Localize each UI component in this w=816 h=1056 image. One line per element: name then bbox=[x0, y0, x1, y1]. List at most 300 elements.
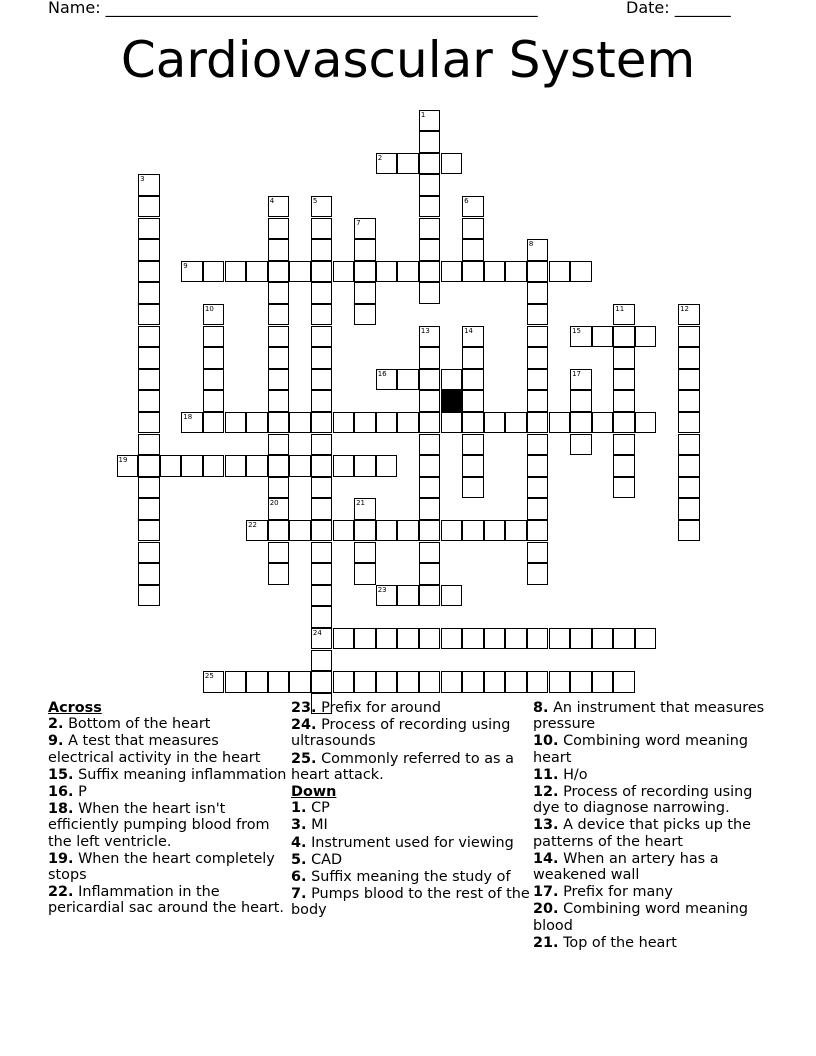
grid-cell[interactable] bbox=[484, 412, 506, 434]
clue-item bbox=[48, 733, 288, 765]
grid-cell[interactable] bbox=[203, 261, 225, 283]
clue-text: Bottom of the heart bbox=[68, 716, 211, 733]
grid-cell[interactable] bbox=[419, 369, 441, 391]
clue-item bbox=[533, 901, 773, 933]
grid-cell[interactable] bbox=[311, 477, 333, 499]
grid-cell[interactable] bbox=[289, 455, 311, 477]
clue-item bbox=[48, 801, 288, 850]
grid-cell[interactable] bbox=[333, 261, 355, 283]
grid-cell[interactable] bbox=[441, 261, 463, 283]
grid-cell[interactable] bbox=[138, 304, 160, 326]
grid-cell[interactable] bbox=[462, 218, 484, 240]
grid-cell[interactable] bbox=[678, 326, 700, 348]
grid-cell[interactable] bbox=[138, 477, 160, 499]
grid-cell[interactable] bbox=[484, 520, 506, 542]
grid-cell[interactable] bbox=[268, 542, 290, 564]
grid-cell[interactable] bbox=[203, 412, 225, 434]
grid-cell[interactable] bbox=[311, 412, 333, 434]
grid-cell[interactable] bbox=[246, 412, 268, 434]
clue-number: 25 bbox=[204, 672, 214, 681]
grid-cell[interactable] bbox=[311, 455, 333, 477]
clue-item bbox=[48, 767, 288, 783]
grid-cell[interactable] bbox=[527, 520, 549, 542]
grid-cell[interactable] bbox=[246, 455, 268, 477]
grid-cell[interactable] bbox=[613, 347, 635, 369]
grid-cell[interactable] bbox=[203, 369, 225, 391]
grid-cell[interactable] bbox=[268, 477, 290, 499]
grid-cell[interactable] bbox=[419, 585, 441, 607]
grid-cell[interactable] bbox=[505, 628, 527, 650]
grid-cell[interactable] bbox=[268, 218, 290, 240]
grid-cell[interactable] bbox=[311, 563, 333, 585]
grid-block bbox=[441, 390, 463, 412]
grid-cell[interactable] bbox=[570, 434, 592, 456]
grid-cell[interactable] bbox=[613, 390, 635, 412]
grid-cell[interactable] bbox=[678, 369, 700, 391]
grid-cell[interactable] bbox=[138, 218, 160, 240]
grid-cell[interactable] bbox=[181, 412, 203, 434]
clue-item bbox=[533, 733, 773, 765]
grid-cell[interactable] bbox=[268, 390, 290, 412]
clue-column-2 bbox=[291, 700, 531, 920]
grid-cell[interactable] bbox=[678, 520, 700, 542]
grid-cell[interactable] bbox=[505, 520, 527, 542]
grid-cell[interactable] bbox=[333, 455, 355, 477]
grid-cell[interactable] bbox=[570, 671, 592, 693]
clue-item bbox=[291, 800, 531, 816]
clue-number: 17 bbox=[572, 369, 582, 378]
grid-cell[interactable] bbox=[419, 455, 441, 477]
grid-cell[interactable] bbox=[678, 412, 700, 434]
grid-cell[interactable] bbox=[635, 326, 657, 348]
clue-column-1 bbox=[48, 700, 288, 918]
grid-cell[interactable] bbox=[181, 261, 203, 283]
grid-cell[interactable] bbox=[505, 671, 527, 693]
clue-number-label: 1. bbox=[291, 800, 307, 817]
grid-cell[interactable] bbox=[527, 347, 549, 369]
grid-cell[interactable] bbox=[527, 628, 549, 650]
grid-cell[interactable] bbox=[527, 542, 549, 564]
grid-cell[interactable] bbox=[549, 671, 571, 693]
clue-text: A device that picks up the patterns of the heart bbox=[533, 817, 752, 850]
grid-cell[interactable] bbox=[570, 390, 592, 412]
grid-cell[interactable] bbox=[376, 585, 398, 607]
grid-cell[interactable] bbox=[138, 369, 160, 391]
grid-cell[interactable] bbox=[527, 563, 549, 585]
grid-cell[interactable] bbox=[419, 412, 441, 434]
clue-number: 2 bbox=[377, 153, 383, 162]
grid-cell[interactable] bbox=[138, 498, 160, 520]
grid-cell[interactable] bbox=[613, 477, 635, 499]
clue-text: CP bbox=[311, 800, 330, 817]
grid-cell[interactable] bbox=[527, 412, 549, 434]
grid-cell[interactable] bbox=[246, 671, 268, 693]
grid-cell[interactable] bbox=[419, 326, 441, 348]
grid-cell[interactable] bbox=[419, 563, 441, 585]
grid-cell[interactable] bbox=[419, 261, 441, 283]
grid-cell[interactable] bbox=[419, 347, 441, 369]
clue-number: 23 bbox=[377, 585, 387, 594]
grid-cell[interactable] bbox=[419, 498, 441, 520]
grid-cell[interactable] bbox=[527, 304, 549, 326]
grid-cell[interactable] bbox=[397, 628, 419, 650]
clue-number-label: 14. bbox=[533, 850, 559, 867]
grid-cell[interactable] bbox=[419, 390, 441, 412]
grid-cell[interactable] bbox=[311, 218, 333, 240]
grid-cell[interactable] bbox=[376, 153, 398, 175]
grid-cell[interactable] bbox=[138, 174, 160, 196]
grid-cell[interactable] bbox=[138, 520, 160, 542]
date-field[interactable]: Date: _______ bbox=[626, 0, 731, 17]
grid-cell[interactable] bbox=[138, 542, 160, 564]
grid-cell[interactable] bbox=[419, 628, 441, 650]
grid-cell[interactable] bbox=[549, 628, 571, 650]
grid-cell[interactable] bbox=[441, 412, 463, 434]
grid-cell[interactable] bbox=[311, 542, 333, 564]
grid-cell[interactable] bbox=[462, 347, 484, 369]
grid-cell[interactable] bbox=[268, 498, 290, 520]
grid-cell[interactable] bbox=[311, 326, 333, 348]
grid-cell[interactable] bbox=[592, 326, 614, 348]
grid-cell[interactable] bbox=[484, 261, 506, 283]
clue-text: Top of the heart bbox=[563, 934, 677, 951]
grid-cell[interactable] bbox=[678, 477, 700, 499]
grid-cell[interactable] bbox=[268, 412, 290, 434]
grid-cell[interactable] bbox=[441, 153, 463, 175]
grid-cell[interactable] bbox=[354, 282, 376, 304]
grid-cell[interactable] bbox=[354, 455, 376, 477]
grid-cell[interactable] bbox=[311, 196, 333, 218]
grid-cell[interactable] bbox=[419, 520, 441, 542]
grid-cell[interactable] bbox=[268, 304, 290, 326]
grid-cell[interactable] bbox=[678, 498, 700, 520]
grid-cell[interactable] bbox=[419, 477, 441, 499]
grid-cell[interactable] bbox=[354, 261, 376, 283]
grid-cell[interactable] bbox=[527, 282, 549, 304]
grid-cell[interactable] bbox=[462, 390, 484, 412]
grid-cell[interactable] bbox=[138, 455, 160, 477]
grid-cell[interactable] bbox=[376, 261, 398, 283]
grid-cell[interactable] bbox=[613, 412, 635, 434]
grid-cell[interactable] bbox=[138, 282, 160, 304]
clue-number-label: 7. bbox=[291, 886, 307, 903]
grid-cell[interactable] bbox=[462, 671, 484, 693]
clue-item bbox=[291, 717, 531, 749]
clue-number: 24 bbox=[312, 628, 322, 637]
clue-item bbox=[533, 817, 773, 849]
grid-cell[interactable] bbox=[613, 304, 635, 326]
clue-text: P bbox=[78, 784, 87, 801]
grid-cell[interactable] bbox=[138, 239, 160, 261]
grid-cell[interactable] bbox=[311, 520, 333, 542]
grid-cell[interactable] bbox=[397, 412, 419, 434]
grid-cell[interactable] bbox=[246, 520, 268, 542]
grid-cell[interactable] bbox=[613, 455, 635, 477]
clue-number-label: 15. bbox=[48, 766, 74, 783]
grid-cell[interactable] bbox=[397, 261, 419, 283]
grid-cell[interactable] bbox=[354, 628, 376, 650]
grid-cell[interactable] bbox=[419, 542, 441, 564]
grid-cell[interactable] bbox=[462, 196, 484, 218]
clue-number: 1 bbox=[420, 110, 426, 119]
grid-cell[interactable] bbox=[138, 585, 160, 607]
grid-cell[interactable] bbox=[203, 347, 225, 369]
grid-cell[interactable] bbox=[462, 477, 484, 499]
grid-cell[interactable] bbox=[613, 671, 635, 693]
grid-cell[interactable] bbox=[419, 434, 441, 456]
grid-cell[interactable] bbox=[311, 239, 333, 261]
grid-cell[interactable] bbox=[268, 520, 290, 542]
grid-cell[interactable] bbox=[570, 628, 592, 650]
grid-cell[interactable] bbox=[311, 498, 333, 520]
clue-item bbox=[48, 784, 288, 800]
grid-cell[interactable] bbox=[678, 434, 700, 456]
grid-cell[interactable] bbox=[678, 390, 700, 412]
grid-cell[interactable] bbox=[462, 434, 484, 456]
clue-text: Prefix for many bbox=[563, 884, 673, 901]
grid-cell[interactable] bbox=[527, 326, 549, 348]
grid-cell[interactable] bbox=[441, 628, 463, 650]
grid-cell[interactable] bbox=[311, 282, 333, 304]
grid-cell[interactable] bbox=[592, 628, 614, 650]
grid-cell[interactable] bbox=[441, 671, 463, 693]
grid-cell[interactable] bbox=[311, 628, 333, 650]
name-field[interactable]: Name: ______________________________________________________ bbox=[48, 0, 538, 17]
grid-cell[interactable] bbox=[613, 628, 635, 650]
grid-cell[interactable] bbox=[354, 542, 376, 564]
grid-cell[interactable] bbox=[138, 412, 160, 434]
grid-cell[interactable] bbox=[462, 261, 484, 283]
grid-cell[interactable] bbox=[462, 628, 484, 650]
clue-text: Process of recording using dye to diagnose narrowing. bbox=[533, 784, 753, 817]
grid-cell[interactable] bbox=[462, 239, 484, 261]
grid-cell[interactable] bbox=[419, 174, 441, 196]
grid-cell[interactable] bbox=[354, 671, 376, 693]
grid-cell[interactable] bbox=[397, 369, 419, 391]
grid-cell[interactable] bbox=[462, 520, 484, 542]
grid-cell[interactable] bbox=[376, 455, 398, 477]
clue-number-label: 22. bbox=[48, 884, 74, 901]
grid-cell[interactable] bbox=[419, 153, 441, 175]
grid-cell[interactable] bbox=[268, 347, 290, 369]
grid-cell[interactable] bbox=[311, 304, 333, 326]
grid-cell[interactable] bbox=[462, 369, 484, 391]
clue-number-label: 21. bbox=[533, 934, 559, 951]
clue-number: 5 bbox=[312, 196, 318, 205]
grid-cell[interactable] bbox=[268, 455, 290, 477]
grid-cell[interactable] bbox=[549, 412, 571, 434]
grid-cell[interactable] bbox=[354, 563, 376, 585]
grid-cell[interactable] bbox=[678, 455, 700, 477]
grid-cell[interactable] bbox=[419, 282, 441, 304]
grid-cell[interactable] bbox=[117, 455, 139, 477]
grid-cell[interactable] bbox=[311, 390, 333, 412]
grid-cell[interactable] bbox=[592, 671, 614, 693]
grid-cell[interactable] bbox=[333, 412, 355, 434]
clue-text: MI bbox=[311, 817, 328, 834]
grid-cell[interactable] bbox=[527, 498, 549, 520]
clue-number-label: 5. bbox=[291, 851, 307, 868]
grid-cell[interactable] bbox=[138, 434, 160, 456]
clue-column-3 bbox=[533, 700, 773, 952]
grid-cell[interactable] bbox=[181, 455, 203, 477]
grid-cell[interactable] bbox=[376, 369, 398, 391]
grid-cell[interactable] bbox=[527, 390, 549, 412]
grid-cell[interactable] bbox=[484, 628, 506, 650]
grid-cell[interactable] bbox=[441, 520, 463, 542]
grid-cell[interactable] bbox=[225, 455, 247, 477]
grid-cell[interactable] bbox=[527, 369, 549, 391]
grid-cell[interactable] bbox=[376, 520, 398, 542]
grid-cell[interactable] bbox=[268, 282, 290, 304]
grid-cell[interactable] bbox=[376, 412, 398, 434]
grid-cell[interactable] bbox=[289, 412, 311, 434]
clue-text: Combining word meaning heart bbox=[533, 733, 749, 766]
grid-cell[interactable] bbox=[160, 455, 182, 477]
grid-cell[interactable] bbox=[138, 326, 160, 348]
grid-cell[interactable] bbox=[570, 261, 592, 283]
clue-item bbox=[291, 835, 531, 851]
grid-cell[interactable] bbox=[397, 153, 419, 175]
grid-cell[interactable] bbox=[570, 412, 592, 434]
grid-cell[interactable] bbox=[613, 369, 635, 391]
grid-cell[interactable] bbox=[138, 390, 160, 412]
clue-number-label: 23. bbox=[291, 700, 317, 716]
clue-number-label: 2. bbox=[48, 716, 64, 733]
grid-cell[interactable] bbox=[268, 261, 290, 283]
grid-cell[interactable] bbox=[311, 369, 333, 391]
grid-cell[interactable] bbox=[203, 304, 225, 326]
grid-cell[interactable] bbox=[203, 671, 225, 693]
grid-cell[interactable] bbox=[203, 326, 225, 348]
grid-cell[interactable] bbox=[549, 261, 571, 283]
grid-cell[interactable] bbox=[354, 498, 376, 520]
grid-cell[interactable] bbox=[289, 520, 311, 542]
clue-number: 13 bbox=[420, 326, 430, 335]
grid-cell[interactable] bbox=[462, 412, 484, 434]
grid-cell[interactable] bbox=[138, 196, 160, 218]
clue-number-label: 19. bbox=[48, 850, 74, 867]
grid-cell[interactable] bbox=[527, 671, 549, 693]
clue-number-label: 25. bbox=[291, 750, 317, 767]
grid-cell[interactable] bbox=[505, 412, 527, 434]
grid-cell[interactable] bbox=[354, 304, 376, 326]
grid-cell[interactable] bbox=[268, 326, 290, 348]
grid-cell[interactable] bbox=[311, 650, 333, 672]
grid-cell[interactable] bbox=[354, 412, 376, 434]
grid-cell[interactable] bbox=[527, 477, 549, 499]
grid-cell[interactable] bbox=[419, 110, 441, 132]
grid-cell[interactable] bbox=[397, 671, 419, 693]
clue-item bbox=[533, 700, 773, 732]
grid-cell[interactable] bbox=[225, 412, 247, 434]
grid-cell[interactable] bbox=[138, 563, 160, 585]
grid-cell[interactable] bbox=[311, 261, 333, 283]
clue-item bbox=[533, 884, 773, 900]
grid-cell[interactable] bbox=[354, 520, 376, 542]
grid-cell[interactable] bbox=[333, 628, 355, 650]
grid-cell[interactable] bbox=[311, 434, 333, 456]
clue-number-label: 8. bbox=[533, 700, 549, 716]
grid-cell[interactable] bbox=[678, 347, 700, 369]
grid-cell[interactable] bbox=[397, 520, 419, 542]
section-heading: Across bbox=[48, 700, 102, 716]
grid-cell[interactable] bbox=[268, 671, 290, 693]
grid-cell[interactable] bbox=[311, 671, 333, 693]
grid-cell[interactable] bbox=[268, 196, 290, 218]
grid-cell[interactable] bbox=[613, 434, 635, 456]
clue-number: 22 bbox=[248, 520, 258, 529]
grid-cell[interactable] bbox=[268, 369, 290, 391]
grid-cell[interactable] bbox=[203, 390, 225, 412]
grid-cell[interactable] bbox=[246, 261, 268, 283]
grid-cell[interactable] bbox=[289, 671, 311, 693]
grid-cell[interactable] bbox=[527, 239, 549, 261]
page-title: Cardiovascular System bbox=[120, 31, 696, 89]
grid-cell[interactable] bbox=[138, 347, 160, 369]
grid-cell[interactable] bbox=[635, 628, 657, 650]
grid-cell[interactable] bbox=[203, 455, 225, 477]
section-heading: Down bbox=[291, 784, 337, 801]
grid-cell[interactable] bbox=[419, 671, 441, 693]
grid-cell[interactable] bbox=[311, 606, 333, 628]
clue-number: 9 bbox=[183, 261, 188, 270]
grid-cell[interactable] bbox=[268, 434, 290, 456]
grid-cell[interactable] bbox=[268, 563, 290, 585]
grid-cell[interactable] bbox=[225, 261, 247, 283]
grid-cell[interactable] bbox=[613, 326, 635, 348]
clue-number-label: 18. bbox=[48, 801, 74, 818]
clue-number-label: 13. bbox=[533, 817, 559, 834]
grid-cell[interactable] bbox=[678, 304, 700, 326]
grid-cell[interactable] bbox=[419, 131, 441, 153]
clue-text: A test that measures electrical activity in the heart bbox=[48, 733, 261, 766]
clue-number-label: 4. bbox=[291, 834, 307, 851]
grid-cell[interactable] bbox=[419, 218, 441, 240]
grid-cell[interactable] bbox=[333, 520, 355, 542]
grid-cell[interactable] bbox=[462, 326, 484, 348]
grid-cell[interactable] bbox=[354, 239, 376, 261]
grid-cell[interactable] bbox=[138, 261, 160, 283]
grid-cell[interactable] bbox=[484, 671, 506, 693]
grid-cell[interactable] bbox=[570, 326, 592, 348]
grid-cell[interactable] bbox=[354, 218, 376, 240]
grid-cell[interactable] bbox=[311, 347, 333, 369]
grid-cell[interactable] bbox=[268, 239, 290, 261]
grid-cell[interactable] bbox=[419, 196, 441, 218]
grid-cell[interactable] bbox=[333, 671, 355, 693]
grid-cell[interactable] bbox=[527, 434, 549, 456]
grid-cell[interactable] bbox=[441, 369, 463, 391]
grid-cell[interactable] bbox=[462, 455, 484, 477]
clue-item bbox=[533, 767, 773, 783]
grid-cell[interactable] bbox=[570, 369, 592, 391]
grid-cell[interactable] bbox=[376, 671, 398, 693]
grid-cell[interactable] bbox=[225, 671, 247, 693]
grid-cell[interactable] bbox=[527, 455, 549, 477]
grid-cell[interactable] bbox=[289, 261, 311, 283]
grid-cell[interactable] bbox=[635, 412, 657, 434]
grid-cell[interactable] bbox=[419, 239, 441, 261]
grid-cell[interactable] bbox=[376, 628, 398, 650]
grid-cell[interactable] bbox=[441, 585, 463, 607]
grid-cell[interactable] bbox=[592, 412, 614, 434]
grid-cell[interactable] bbox=[311, 585, 333, 607]
grid-cell[interactable] bbox=[527, 261, 549, 283]
grid-cell[interactable] bbox=[505, 261, 527, 283]
grid-cell[interactable] bbox=[397, 585, 419, 607]
clue-number-label: 24. bbox=[291, 717, 317, 734]
